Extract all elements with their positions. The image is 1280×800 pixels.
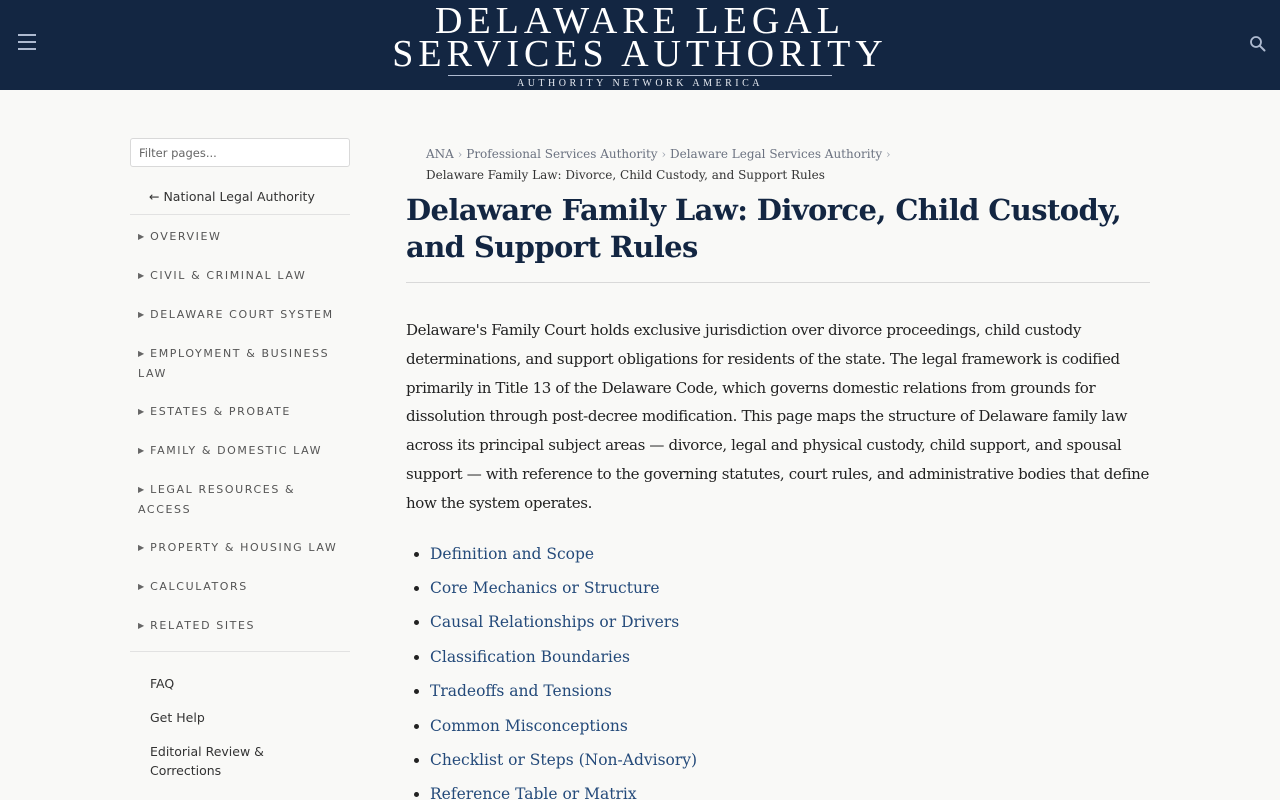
expand-triangle-icon: ▶ bbox=[138, 621, 145, 630]
expand-triangle-icon: ▶ bbox=[138, 271, 145, 280]
breadcrumb-link-delaware-legal[interactable]: Delaware Legal Services Authority bbox=[669, 147, 883, 161]
logo-subtitle: AUTHORITY NETWORK AMERICA bbox=[516, 78, 763, 89]
toc-item bbox=[430, 709, 1150, 743]
toc-link-core-mechanics[interactable]: Core Mechanics or Structure bbox=[430, 578, 660, 597]
expand-triangle-icon: ▶ bbox=[138, 582, 145, 591]
toc-link-common-misconceptions[interactable]: Common Misconceptions bbox=[430, 716, 628, 735]
toc-link-reference-table[interactable]: Reference Table or Matrix bbox=[430, 785, 637, 800]
sidebar-item-overview[interactable] bbox=[130, 227, 344, 247]
sidebar-item-label: ESTATES & PROBATE bbox=[150, 405, 291, 418]
sidebar-item-label: EMPLOYMENT & BUSINESS LAW bbox=[138, 347, 330, 380]
sidebar-item-label: LEGAL RESOURCES & ACCESS bbox=[138, 483, 296, 516]
expand-triangle-icon: ▶ bbox=[138, 232, 145, 241]
title-divider bbox=[406, 282, 1150, 283]
sidebar-item-estates-probate[interactable] bbox=[130, 402, 344, 422]
breadcrumb-separator-icon: › bbox=[661, 148, 666, 161]
sidebar-divider bbox=[130, 651, 350, 652]
main-content bbox=[406, 144, 1150, 800]
table-of-contents bbox=[406, 537, 1150, 800]
logo-divider bbox=[448, 75, 832, 76]
toc-link-tradeoffs-tensions[interactable]: Tradeoffs and Tensions bbox=[430, 682, 612, 701]
sidebar-item-family-domestic-law[interactable] bbox=[130, 441, 344, 461]
expand-triangle-icon: ▶ bbox=[138, 349, 145, 358]
page-title: Delaware Family Law: Divorce, Child Custody, and Support Rules bbox=[406, 193, 1122, 264]
breadcrumb-current: Delaware Family Law: Divorce, Child Custody, and Support Rules bbox=[426, 168, 825, 182]
expand-triangle-icon: ▶ bbox=[138, 310, 145, 319]
sidebar-item-legal-resources-access[interactable] bbox=[130, 480, 344, 519]
breadcrumb-separator-icon: › bbox=[886, 148, 891, 161]
search-icon[interactable] bbox=[1249, 35, 1269, 55]
editorial-review-link[interactable]: Editorial Review & Corrections bbox=[150, 744, 264, 778]
toc-item bbox=[430, 571, 1150, 605]
sidebar-item-label: OVERVIEW bbox=[150, 230, 222, 243]
toc-item bbox=[430, 777, 1150, 800]
logo-title-line-2: SERVICES AUTHORITY bbox=[392, 33, 888, 75]
expand-triangle-icon: ▶ bbox=[138, 407, 145, 416]
sidebar-item-label: DELAWARE COURT SYSTEM bbox=[150, 308, 334, 321]
expand-triangle-icon: ▶ bbox=[138, 446, 145, 455]
sidebar-item-calculators[interactable] bbox=[130, 577, 344, 597]
sidebar-item-related-sites[interactable] bbox=[130, 616, 344, 636]
expand-triangle-icon: ▶ bbox=[138, 485, 145, 494]
sidebar-item-label: CIVIL & CRIMINAL LAW bbox=[150, 269, 307, 282]
sidebar-item-label: FAMILY & DOMESTIC LAW bbox=[150, 444, 323, 457]
toc-item bbox=[430, 605, 1150, 639]
sidebar-item-property-housing-law[interactable] bbox=[130, 538, 344, 558]
toc-item bbox=[430, 640, 1150, 674]
expand-triangle-icon: ▶ bbox=[138, 543, 145, 552]
logo-title-line-1: DELAWARE LEGAL bbox=[435, 0, 845, 42]
sidebar bbox=[130, 138, 350, 795]
sidebar-item-label: PROPERTY & HOUSING LAW bbox=[150, 541, 338, 554]
toc-link-causal-relationships[interactable]: Causal Relationships or Drivers bbox=[430, 613, 680, 632]
toc-link-definition-scope[interactable]: Definition and Scope bbox=[430, 544, 595, 563]
sidebar-item-label: CALCULATORS bbox=[150, 580, 248, 593]
toc-item bbox=[430, 674, 1150, 708]
toc-item bbox=[430, 743, 1150, 777]
get-help-link[interactable]: Get Help bbox=[150, 710, 205, 725]
breadcrumb-separator-icon: › bbox=[457, 148, 463, 161]
breadcrumb bbox=[406, 144, 1150, 185]
sidebar-item-label: RELATED SITES bbox=[150, 619, 256, 632]
filter-pages-input[interactable] bbox=[130, 138, 350, 167]
breadcrumb-link-professional-services[interactable]: Professional Services Authority bbox=[466, 147, 658, 161]
toc-link-classification-boundaries[interactable]: Classification Boundaries bbox=[430, 647, 630, 666]
site-header bbox=[0, 0, 1280, 90]
intro-paragraph: Delaware's Family Court holds exclusive jurisdiction over divorce proceedings, child custody determinations, and support obligations for residents of the state. The legal framework is codified primarily in Title 13 of the Delaware Code, which governs domestic relations from grounds for dissolution through post-decree modification. This page maps the structure of Delaware family law across its principal subject areas — divorce, legal and physical custody, child support, and spousal support — with reference to the governing statutes, court rules, and administrative bodies that define how the system operates. bbox=[406, 321, 1149, 512]
sidebar-footer-links bbox=[130, 674, 350, 780]
back-link-national-legal-authority[interactable]: ← National Legal Authority bbox=[149, 189, 315, 204]
sidebar-item-delaware-court-system[interactable] bbox=[130, 305, 344, 325]
sidebar-nav bbox=[130, 227, 350, 636]
site-logo[interactable] bbox=[0, 0, 1280, 90]
faq-link[interactable]: FAQ bbox=[150, 676, 175, 691]
sidebar-divider bbox=[130, 214, 350, 215]
sidebar-item-civil-criminal-law[interactable] bbox=[130, 266, 344, 286]
sidebar-item-employment-business-law[interactable] bbox=[130, 344, 344, 383]
toc-link-checklist-steps[interactable]: Checklist or Steps (Non-Advisory) bbox=[430, 751, 698, 770]
breadcrumb-link-ana[interactable]: ANA bbox=[426, 147, 454, 161]
toc-item bbox=[430, 537, 1150, 571]
